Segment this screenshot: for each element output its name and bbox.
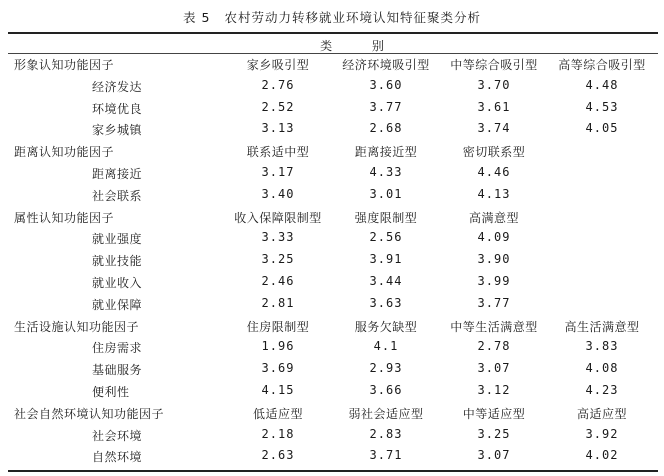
mean-value: 2.83 <box>369 426 403 441</box>
mean-value: 4.46 <box>477 165 511 179</box>
mean-value: 1.96 <box>261 339 295 354</box>
variable-label: 距离接近 <box>92 167 143 181</box>
mean-value: 2.93 <box>369 361 403 376</box>
mean-value: 3.60 <box>369 77 403 92</box>
mean-value: 3.66 <box>369 383 403 397</box>
variable-label: 就业技能 <box>92 254 143 269</box>
mean-value: 3.92 <box>585 426 619 441</box>
table-row <box>0 230 664 252</box>
table-caption: 农村劳动力转移就业环境认知特征聚类分析 <box>224 10 481 25</box>
variable-label: 社会联系 <box>92 188 143 203</box>
factor-label: 社会自然环境认知功能因子 <box>14 406 165 421</box>
factor-label: 形象认知功能因子 <box>14 58 115 72</box>
mean-value: 4.33 <box>369 165 403 179</box>
mean-value: 3.12 <box>477 383 511 397</box>
table-row <box>0 296 664 318</box>
cluster-type-label: 高等综合吸引型 <box>558 58 646 72</box>
mean-value: 3.90 <box>477 252 511 267</box>
mean-value: 3.91 <box>369 252 403 267</box>
table-row <box>0 100 664 122</box>
mean-value: 2.18 <box>261 426 295 441</box>
cluster-type-label: 高适应型 <box>576 406 627 421</box>
cluster-type-label: 收入保障限制型 <box>234 210 322 225</box>
variable-label: 就业收入 <box>92 276 143 290</box>
table-title <box>0 8 664 26</box>
mean-value: 3.61 <box>477 99 511 114</box>
mean-value: 3.83 <box>585 339 619 354</box>
mean-value: 2.46 <box>261 274 295 288</box>
cluster-type-label: 高生活满意型 <box>564 319 640 334</box>
table-row <box>0 339 664 361</box>
factor-row <box>0 56 664 78</box>
factor-row <box>0 318 664 340</box>
mean-value: 2.81 <box>261 295 295 310</box>
mean-value: 4.53 <box>585 99 619 114</box>
cluster-type-label: 服务欠缺型 <box>354 319 418 334</box>
mean-value: 4.23 <box>585 383 619 397</box>
variable-label: 便利性 <box>92 385 130 399</box>
mean-value: 3.70 <box>477 77 511 92</box>
mean-value: 3.13 <box>261 121 295 136</box>
factor-row <box>0 143 664 165</box>
cluster-type-label: 高满意型 <box>468 210 519 225</box>
factor-row <box>0 209 664 231</box>
mean-value: 3.44 <box>369 274 403 288</box>
factor-label: 距离认知功能因子 <box>14 145 115 160</box>
factor-label: 属性认知功能因子 <box>14 210 115 225</box>
variable-label: 经济发达 <box>92 79 143 94</box>
variable-label: 就业保障 <box>92 297 143 312</box>
variable-label: 住房需求 <box>92 341 143 356</box>
table-row <box>0 383 664 405</box>
cluster-type-label: 强度限制型 <box>354 210 418 225</box>
mean-value: 4.13 <box>477 186 511 201</box>
mean-value: 2.52 <box>261 99 295 114</box>
mean-value: 4.02 <box>585 448 619 463</box>
cluster-type-label: 弱社会适应型 <box>348 406 424 421</box>
mean-value: 4.08 <box>585 361 619 376</box>
cluster-type-label: 联系适中型 <box>246 145 310 160</box>
mean-value: 4.09 <box>477 230 511 245</box>
variable-label: 基础服务 <box>92 363 143 378</box>
table-row <box>0 165 664 187</box>
bottom-rule <box>8 470 658 472</box>
mean-value: 2.56 <box>369 230 403 245</box>
cluster-type-label: 经济环境吸引型 <box>342 58 430 72</box>
cluster-type-label: 低适应型 <box>252 406 303 421</box>
mean-value: 3.40 <box>261 186 295 201</box>
mean-value: 3.25 <box>477 426 511 441</box>
table-row <box>0 274 664 296</box>
mean-value: 4.48 <box>585 77 619 92</box>
category-header: 类 别 <box>320 39 402 53</box>
mean-value: 2.68 <box>369 121 403 136</box>
mean-value: 4.05 <box>585 121 619 136</box>
header-rule <box>8 53 658 54</box>
mean-value: 3.01 <box>369 186 403 201</box>
mean-value: 3.07 <box>477 361 511 376</box>
mean-value: 3.25 <box>261 252 295 267</box>
column-group-header <box>0 37 664 54</box>
table-row <box>0 361 664 383</box>
factor-row <box>0 405 664 427</box>
mean-value: 4.15 <box>261 383 295 397</box>
table-row <box>0 252 664 274</box>
variable-label: 环境优良 <box>92 101 143 116</box>
cluster-type-label: 距离接近型 <box>354 145 418 160</box>
cluster-type-label: 住房限制型 <box>246 319 310 334</box>
mean-value: 3.17 <box>261 165 295 179</box>
mean-value: 3.77 <box>477 295 511 310</box>
mean-value: 3.63 <box>369 295 403 310</box>
factor-label: 生活设施认知功能因子 <box>14 319 140 334</box>
variable-label: 社会环境 <box>92 428 143 443</box>
variable-label: 就业强度 <box>92 232 143 247</box>
cluster-type-label: 家乡吸引型 <box>246 58 310 72</box>
mean-value: 3.07 <box>477 448 511 463</box>
mean-value: 2.76 <box>261 77 295 92</box>
mean-value: 2.78 <box>477 339 511 354</box>
table-number: 表 5 <box>183 10 211 25</box>
mean-value: 3.69 <box>261 361 295 376</box>
cluster-type-label: 密切联系型 <box>462 145 526 160</box>
mean-value: 3.99 <box>477 274 511 288</box>
variable-label: 家乡城镇 <box>92 123 143 138</box>
table-row <box>0 78 664 100</box>
variable-label: 自然环境 <box>92 450 143 465</box>
mean-value: 3.74 <box>477 121 511 136</box>
mean-value: 2.63 <box>261 448 295 463</box>
mean-value: 3.71 <box>369 448 403 463</box>
table-row <box>0 427 664 449</box>
cluster-type-label: 中等综合吸引型 <box>450 58 538 72</box>
mean-value: 4.1 <box>373 339 399 354</box>
top-rule <box>8 32 658 34</box>
cluster-type-label: 中等生活满意型 <box>450 319 538 334</box>
table-row <box>0 187 664 209</box>
mean-value: 3.77 <box>369 99 403 114</box>
mean-value: 3.33 <box>261 230 295 245</box>
table-row <box>0 448 664 470</box>
table-row <box>0 121 664 143</box>
cluster-type-label: 中等适应型 <box>462 406 526 421</box>
